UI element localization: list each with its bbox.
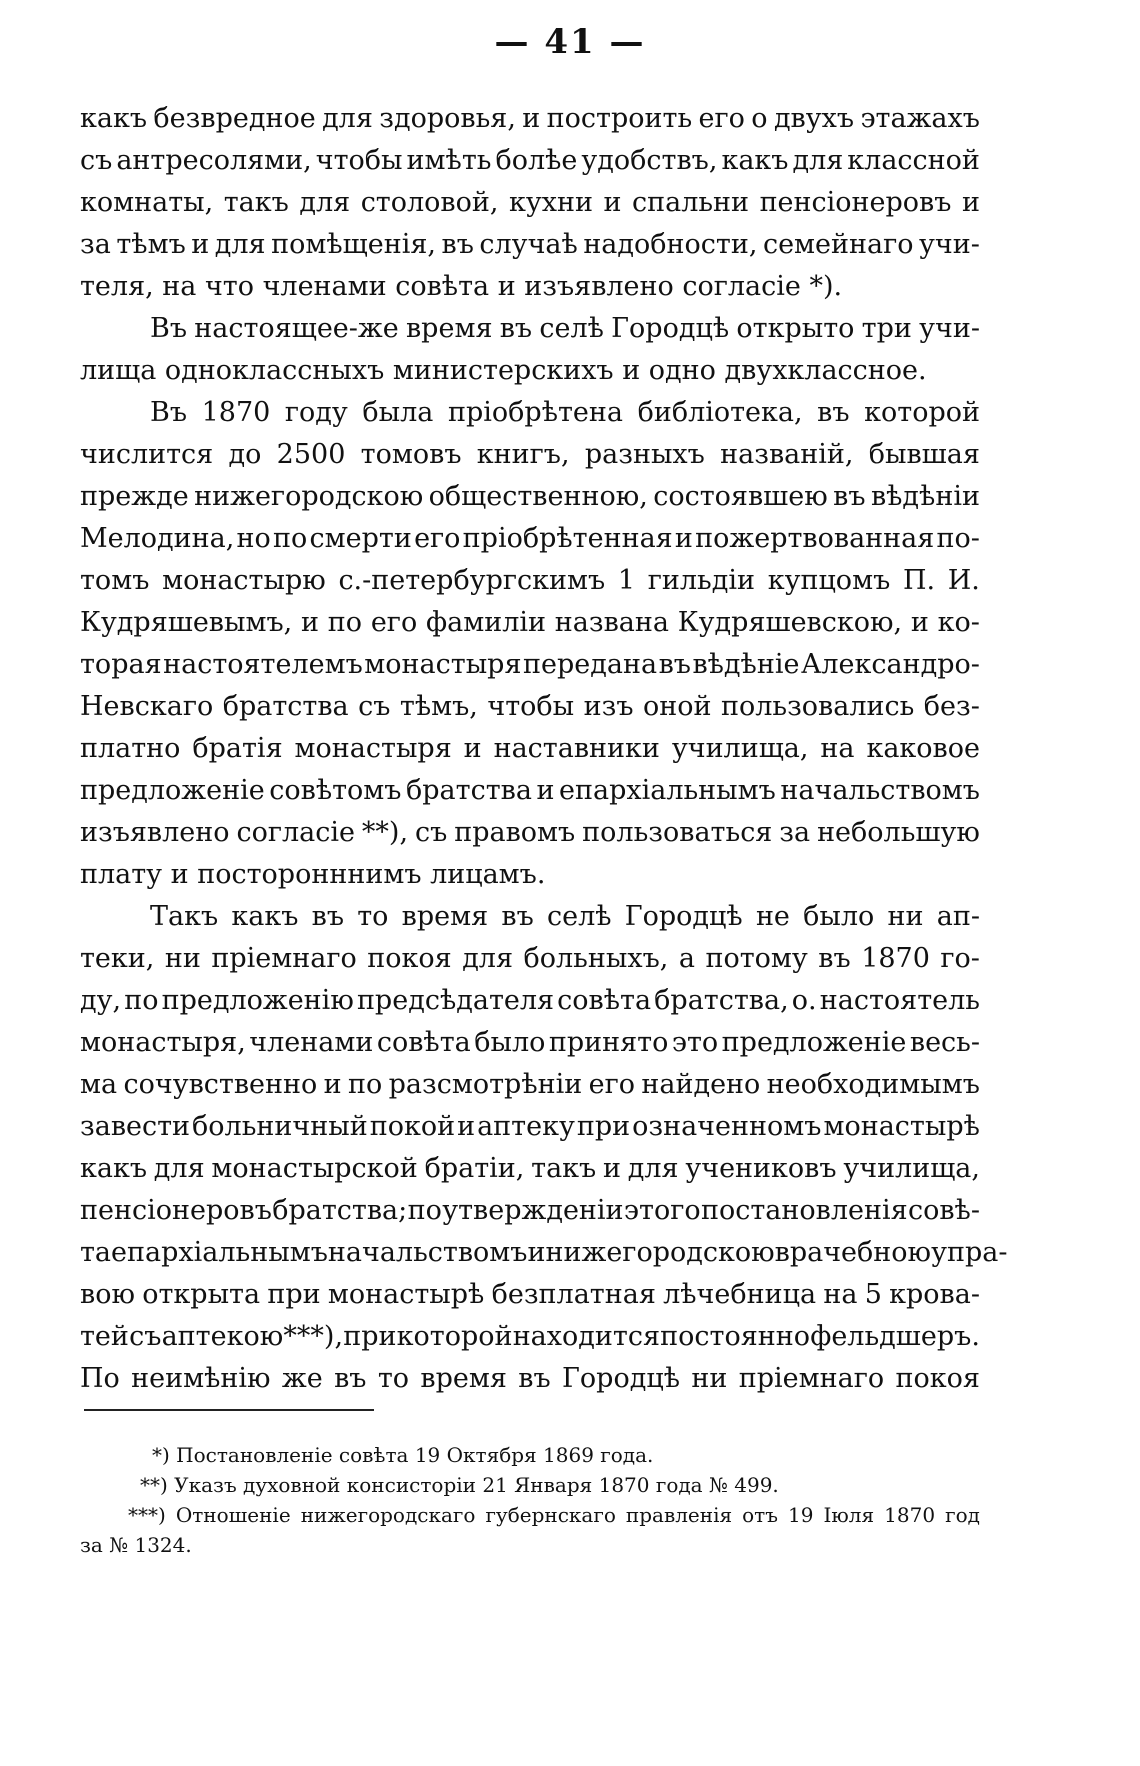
- text-line: Мелодина, но по смерти его пріобрѣтенная и пожертвованная по-: [80, 523, 980, 554]
- text-line: комнаты, такъ для столовой, кухни и спальни пенсіонеровъ и: [80, 187, 980, 218]
- footnotes: [80, 1440, 980, 1560]
- text-line: какъ безвредное для здоровья, и построить его о двухъ этажахъ: [80, 103, 980, 134]
- text-line: съ антресолями, чтобы имѣть болѣе удобствъ, какъ для классной: [80, 145, 980, 176]
- text-line: томъ монастырю с.-петербургскимъ 1 гильдіи купцомъ П. И.: [80, 565, 980, 596]
- text-line: теки, ни пріемнаго покоя для больныхъ, а потому въ 1870 го-: [80, 943, 980, 974]
- text-line: за тѣмъ и для помѣщенія, въ случаѣ надобности, семейнаго учи-: [80, 229, 980, 260]
- text-line: тей съ аптекою ***), при которой находится постоянно фельдшеръ.: [80, 1321, 980, 1352]
- text-line: теля, на что членами совѣта и изъявлено согласіе *).: [80, 271, 843, 302]
- text-line: платно братія монастыря и наставники училища, на каковое: [80, 733, 980, 764]
- text-line: изъявлено согласіе **), съ правомъ пользоваться за небольшую: [80, 817, 980, 848]
- text-line: торая настоятелемъ монастыря передана въ вѣдѣніе Александро-: [80, 649, 980, 680]
- text-line: числится до 2500 томовъ книгъ, разныхъ названій, бывшая: [80, 439, 980, 470]
- text-line: лища одноклассныхъ министерскихъ и одно двухклассное.: [80, 355, 927, 386]
- text-line: предложеніе совѣтомъ братства и епархіальнымъ начальствомъ: [80, 775, 980, 806]
- text-line: Такъ какъ въ то время въ селѣ Городцѣ не было ни ап-: [150, 901, 980, 932]
- body-text: [80, 98, 1008, 1400]
- footnote-line: **) Указъ духовной консисторіи 21 Января 1870 года № 499.: [140, 1473, 779, 1497]
- text-line: Въ 1870 году была пріобрѣтена библіотека, въ которой: [150, 397, 980, 428]
- text-line: Въ настоящее-же время въ селѣ Городцѣ открыто три учи-: [150, 313, 980, 344]
- text-line: плату и посторонннимъ лицамъ.: [80, 859, 546, 890]
- footnote-line: *) Постановленіе совѣта 19 Октября 1869 года.: [152, 1443, 654, 1467]
- text-line: ду, по предложенію предсѣдателя совѣта братства, о. настоятель: [80, 985, 980, 1016]
- text-line: По неимѣнію же въ то время въ Городцѣ ни пріемнаго покоя: [80, 1363, 980, 1394]
- text-line: монастыря, членами совѣта было принято это предложеніе весь-: [80, 1027, 980, 1058]
- text-line: вою открыта при монастырѣ безплатная лѣчебница на 5 крова-: [80, 1279, 980, 1310]
- text-line: Невскаго братства съ тѣмъ, чтобы изъ оной пользовались без-: [80, 691, 980, 722]
- text-line: какъ для монастырской братіи, такъ и для учениковъ училища,: [80, 1153, 980, 1184]
- footnote-line: ***) Отношеніе нижегородскаго губернскаго правленія отъ 19 Іюля 1870 год: [128, 1503, 980, 1527]
- text-line: пенсіонеровъ братства; по утвержденіи этого постановленія совѣ-: [80, 1195, 980, 1226]
- text-line: прежде нижегородскою общественною, состоявшею въ вѣдѣніи: [80, 481, 980, 512]
- page-number: — 41 —: [494, 22, 646, 62]
- text-line: Кудряшевымъ, и по его фамиліи названа Кудряшевскою, и ко-: [80, 607, 980, 638]
- text-line: та епархіальнымъ начальствомъ и нижегородскою врачебною упра-: [80, 1237, 1008, 1268]
- footnote-separator: [84, 1409, 374, 1411]
- text-line: ма сочувственно и по разсмотрѣніи его найдено необходимымъ: [80, 1069, 980, 1100]
- text-line: завести больничный покой и аптеку при означенномъ монастырѣ: [80, 1111, 980, 1142]
- footnote-line: за № 1324.: [80, 1533, 192, 1557]
